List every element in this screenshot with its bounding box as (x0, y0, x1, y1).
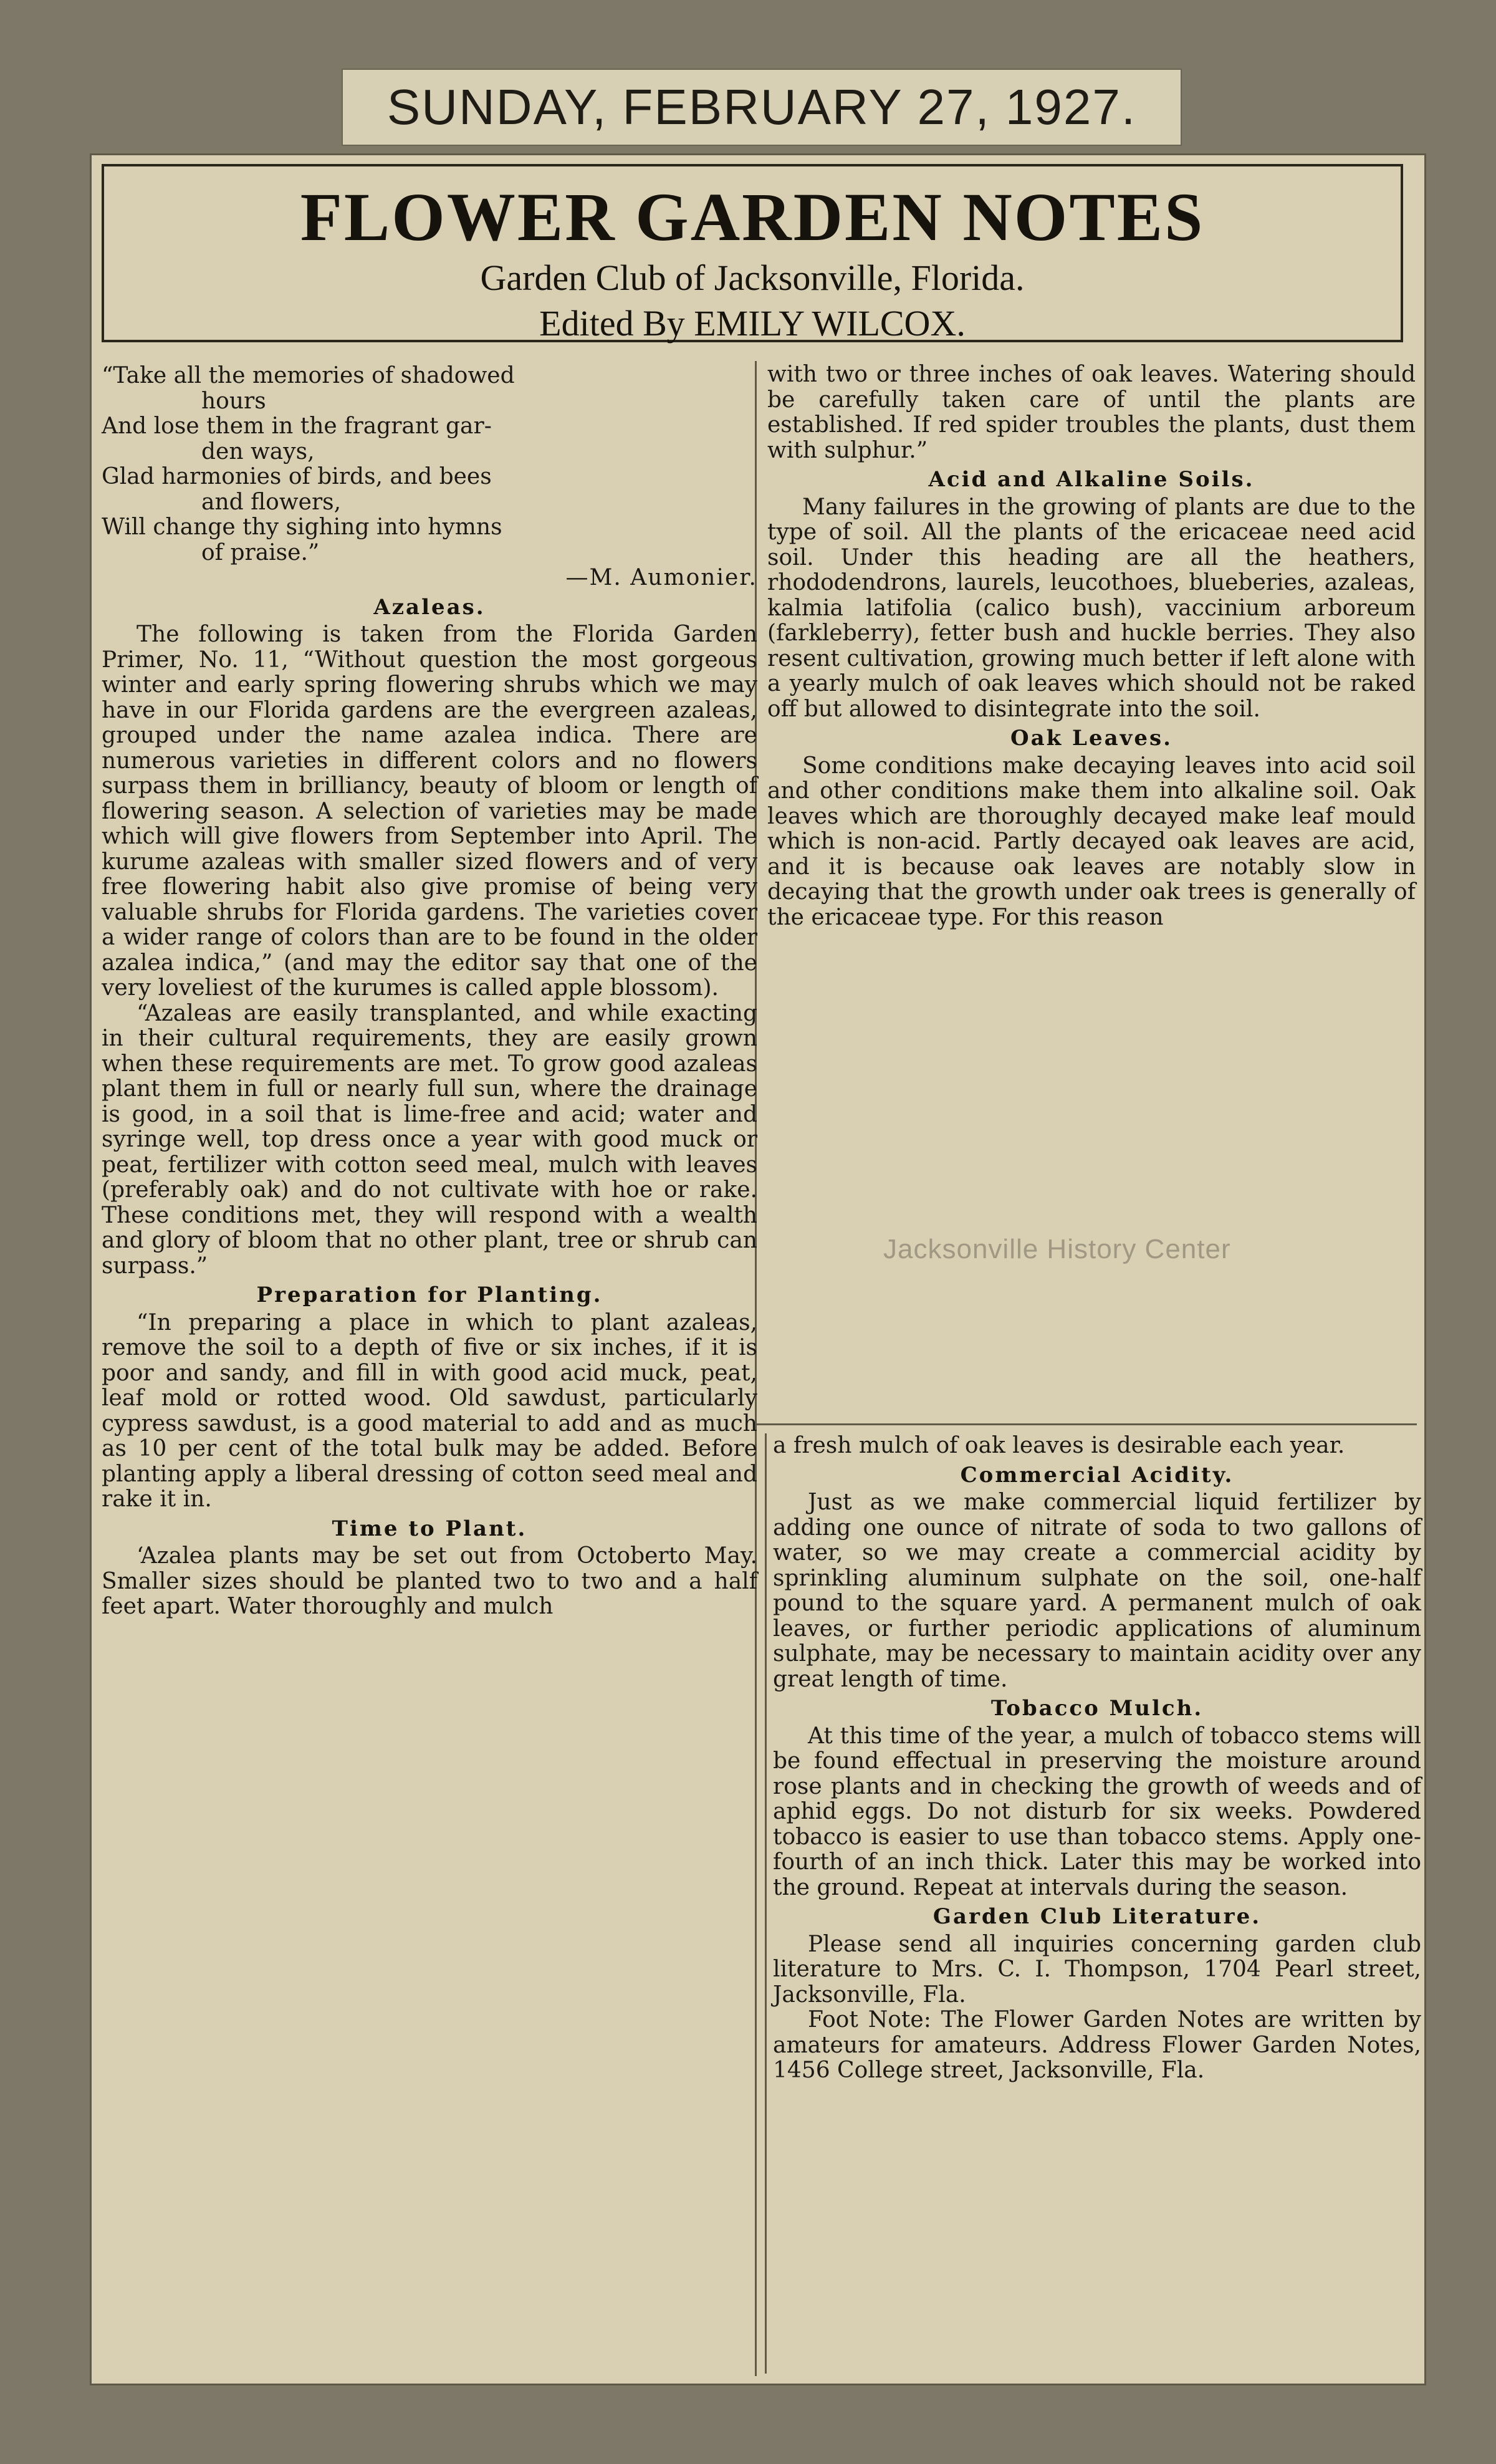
poem-line: den ways, (201, 438, 315, 464)
newspaper-clipping (90, 153, 1426, 2385)
date-line: SUNDAY, FEBRUARY 27, 1927. (342, 69, 1182, 146)
masthead (102, 164, 1403, 342)
paragraph-continued: with two or three inches of oak leaves. Watering should be carefully taken care of until the plants are established. If red spider troubles the plants, dust them with sulphur.” (767, 362, 1416, 463)
paragraph: Some conditions make decaying leaves into acid soil and other conditions make them into alkaline soil. Oak leaves which are thoroughly decayed make leaf mould which is non-acid. Partly decayed oak leaves are acid, and it is because oak leaves are notably slow in decaying that the growth under oak trees is generally of the ericaceae type. For this reason (767, 753, 1416, 930)
paragraph: Just as we make commercial liquid fertilizer by adding one ounce of nitrate of soda to two gallons of water, so we may create a commercial acidity by sprinkling aluminum sulphate on the soil, one-half pound to the square yard. A permanent mulch of oak leaves, or further periodic applications of aluminum sulphate, may be necessary to maintain acidity over any great length of time. (773, 1489, 1421, 1692)
poem-line: Glad harmonies of birds, and bees (102, 464, 492, 489)
watermark: Jacksonville History Center (883, 1234, 1231, 1264)
poem-line: And lose them in the fragrant gar- (102, 413, 492, 439)
section-title-literature: Garden Club Literature. (933, 1904, 1262, 1929)
section-title-commercial-acidity: Commercial Acidity. (960, 1462, 1234, 1488)
right-column-bottom (765, 1433, 1427, 2374)
paragraph: Many failures in the growing of plants are due to the type of soil. All the plants of the ericaceae need acid soil. Under this heading are all the heathers, rhododendrons, laurels, leucothoes, blueberies, azaleas, kalmia latifolia (calico bush), vaccinium arboreum (farkleberry), fetter bush and huckle berries. They also resent cultivation, growing much better if left alone with a yearly mulch of oak leaves which should not be raked off but allowed to disintegrate into the soil. (767, 494, 1416, 722)
paragraph: Please send all inquiries concerning garden club literature to Mrs. C. I. Thompson, 1704 Pearl street, Jacksonville, Fla. (773, 1931, 1421, 2008)
section-title-preparation: Preparation for Planting. (256, 1283, 603, 1307)
paragraph: The following is taken from the Florida Garden Primer, No. 11, “Without question the most gorgeous winter and early spring flowering shrubs which we may have in our Florida gardens are the evergreen azaleas, grouped under the name azalea indica. There are numerous varieties in different colors and no flowers surpass them in brilliancy, beauty of bloom or length of flowering season. A selection of varieties may be made which will give flowers from September into April. The kurume azaleas with smaller sized flowers and of very free flowering habit also give promise of being very valuable shrubs for Florida gardens. The varieties cover a wider range of colors than are to be found in the older azalea indica,” (and may the editor say that one of the very loveliest of the kurumes is called apple blossom). (102, 622, 757, 1001)
section-divider (756, 1423, 1417, 1425)
poem-line: “Take all the memories of shadowed (102, 363, 515, 388)
paragraph: “Azaleas are easily transplanted, and while exacting in their cultural requirements, they are easily grown when these requirements are met. To grow good azaleas plant them in full or nearly full sun, where the drainage is good, in a soil that is lime-free and acid; water and syringe well, top dress once a year with good muck or peat, fertilizer with cotton seed meal, mulch with leaves (preferably oak) and do not cultivate with hoe or rake. These conditions met, they will respond with a wealth and glory of bloom that no other plant, tree or shrub can surpass.” (102, 1000, 757, 1279)
poem-line: Will change thy sighing into hymns (102, 514, 502, 540)
editor-credit: Edited By EMILY WILCOX. (539, 303, 966, 344)
paragraph-continued: a fresh mulch of oak leaves is desirable each year. (773, 1433, 1345, 1458)
poem (102, 363, 757, 565)
footnote: Foot Note: The Flower Garden Notes are written by amateurs for amateurs. Address Flower Garden Notes, 1456 College street, Jacksonville, Fla. (773, 2007, 1421, 2083)
club-name: Garden Club of Jacksonville, Florida. (480, 257, 1025, 298)
paragraph: “In preparing a place in which to plant azaleas, remove the soil to a depth of five or six inches, if it is poor and sandy, and fill in with good acid muck, peat, leaf mold or rotted wood. Old sawdust, particularly cypress sawdust, is a good material to add and as much as 10 per cent of the total bulk may be added. Before planting apply a liberal dressing of cotton seed meal and rake it in. (102, 1309, 757, 1512)
section-title-oak-leaves: Oak Leaves. (1010, 726, 1172, 751)
section-title-acid-soils: Acid and Alkaline Soils. (928, 467, 1255, 492)
paragraph: ‘Azalea plants may be set out from Octoberto May. Smaller sizes should be planted two to two and a half feet apart. Water thoroughly and mulch (102, 1543, 757, 1619)
left-column (94, 363, 762, 2377)
poem-line: of praise.” (201, 539, 320, 565)
poem-line: hours (201, 388, 266, 414)
poem-line: and flowers, (201, 489, 342, 515)
section-title-azaleas: Azaleas. (373, 594, 486, 620)
paragraph: At this time of the year, a mulch of tobacco stems will be found effectual in preserving the moisture around rose plants and in checking the growth of weeds and of aphid eggs. Do not disturb for six weeks. Powdered tobacco is easier to use than tobacco stems. Apply one-fourth of an inch thick. Later this may be worked into the ground. Repeat at intervals during the season. (773, 1723, 1421, 1900)
section-title-tobacco-mulch: Tobacco Mulch. (990, 1696, 1204, 1721)
headline: FLOWER GARDEN NOTES (300, 179, 1205, 255)
section-title-time-to-plant: Time to Plant. (332, 1516, 527, 1541)
poem-attribution: —M. Aumonier. (565, 565, 757, 590)
